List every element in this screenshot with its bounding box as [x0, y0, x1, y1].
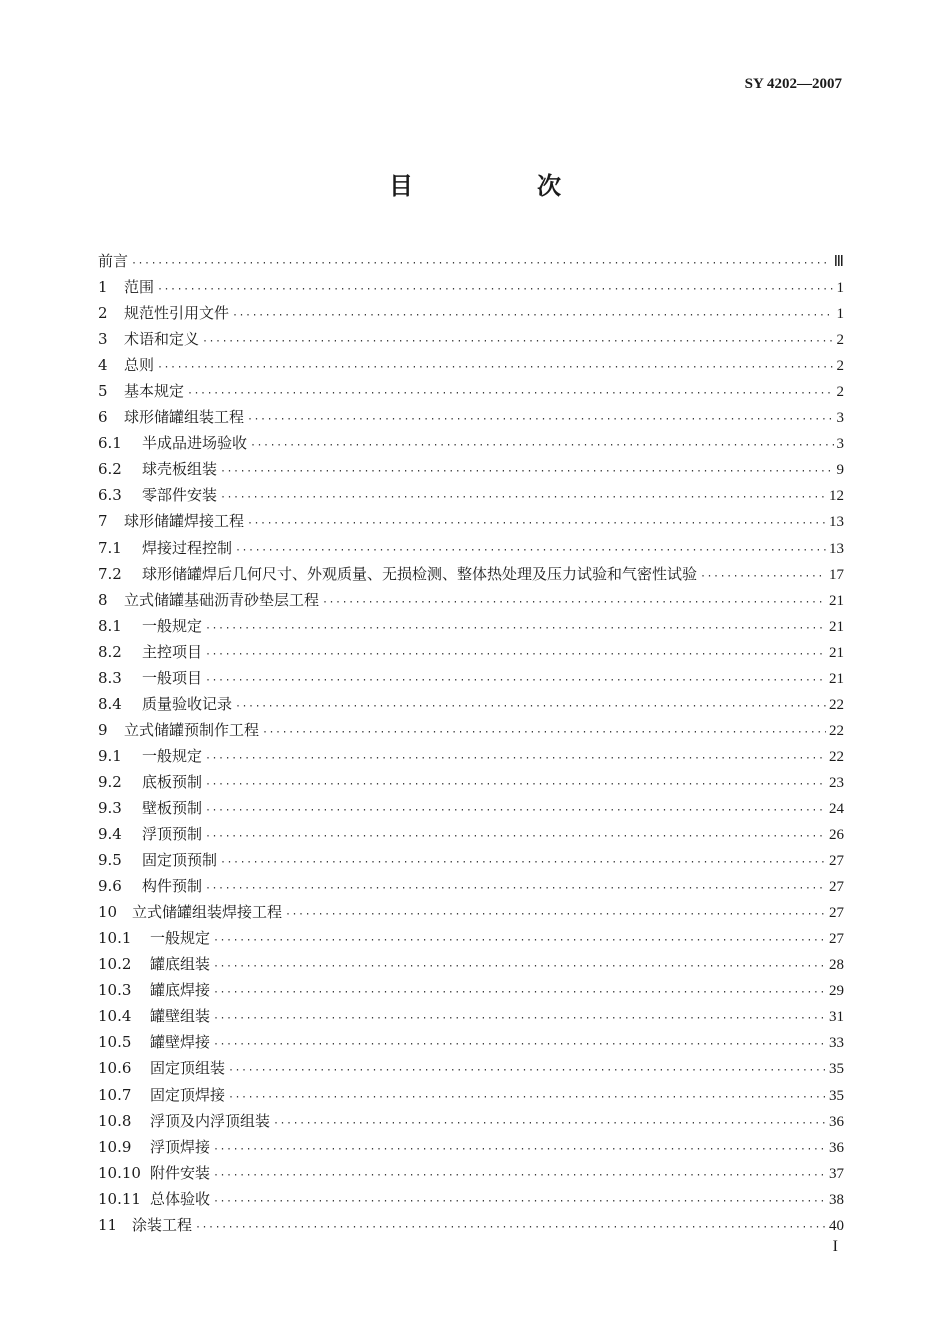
toc-entry-number: 9.2: [98, 772, 122, 791]
toc-entry[interactable]: [98, 352, 844, 378]
toc-entry-label: 涂装工程: [132, 1215, 193, 1234]
toc-entry-number: 9.3: [98, 798, 122, 817]
toc-entry[interactable]: [98, 404, 844, 430]
toc-entry[interactable]: [98, 821, 844, 847]
toc-entry[interactable]: [98, 951, 844, 977]
toc-leader-dots: [202, 329, 833, 355]
toc-entry[interactable]: [98, 1108, 844, 1134]
toc-entry-page: 35: [829, 1061, 844, 1078]
toc-entry[interactable]: [98, 1160, 844, 1186]
toc-entry[interactable]: [98, 430, 844, 456]
toc-entry-number: 8.4: [98, 694, 122, 713]
toc-leader-dots: [213, 928, 826, 954]
toc-entry-label: 范围: [124, 278, 155, 297]
toc-entry-number: 9.1: [98, 746, 122, 765]
toc-entry-label: 固定顶焊接: [150, 1085, 226, 1104]
toc-entry-label: 固定顶组装: [150, 1059, 226, 1078]
toc-entry-number: 5: [98, 382, 108, 401]
toc-leader-dots: [247, 407, 833, 433]
toc-leader-dots: [213, 1189, 826, 1215]
toc-leader-dots: [213, 1006, 826, 1032]
toc-entry-page: 3: [836, 410, 844, 427]
toc-entry[interactable]: [98, 561, 844, 587]
toc-leader-dots: [228, 1058, 826, 1084]
toc-entry-label: 固定顶预制: [142, 851, 218, 870]
toc-entry[interactable]: [98, 1186, 844, 1212]
toc-entry-page: 31: [829, 1009, 844, 1026]
toc-entry-label: 球形储罐焊后几何尺寸、外观质量、无损检测、整体热处理及压力试验和气密性试验: [142, 564, 698, 583]
toc-entry-page: 12: [829, 488, 844, 505]
toc-entry[interactable]: [98, 1212, 844, 1238]
toc-entry-page: 2: [836, 332, 844, 349]
toc-entry-page: 27: [829, 905, 844, 922]
toc-leader-dots: [700, 564, 826, 590]
toc-leader-dots: [232, 303, 833, 329]
toc-entry[interactable]: [98, 665, 844, 691]
toc-leader-dots: [220, 459, 833, 485]
toc-leader-dots: [213, 1032, 826, 1058]
toc-entry-page: 21: [829, 592, 844, 609]
toc-entry-label: 罐底组装: [150, 955, 211, 974]
toc-leader-dots: [250, 433, 833, 459]
toc-entry-page: 23: [829, 774, 844, 791]
toc-leader-dots: [205, 798, 826, 824]
toc-leader-dots: [205, 824, 826, 850]
toc-entry-number: 11: [98, 1215, 118, 1234]
toc-entry-number: 4: [98, 356, 108, 375]
toc-leader-dots: [205, 668, 826, 694]
toc-leader-dots: [220, 485, 826, 511]
toc-leader-dots: [262, 720, 826, 746]
toc-entry-page: 36: [829, 1139, 844, 1156]
toc-entry-number: 9: [98, 720, 108, 739]
toc-leader-dots: [228, 1085, 826, 1111]
toc-entry[interactable]: [98, 378, 844, 404]
toc-leader-dots: [205, 876, 826, 902]
toc-entry-page: 26: [829, 827, 844, 844]
toc-leader-dots: [205, 642, 826, 668]
toc-entry-label: 立式储罐组装焊接工程: [132, 903, 283, 922]
toc-entry[interactable]: [98, 769, 844, 795]
toc-entry-page: 3: [836, 436, 844, 453]
toc-entry[interactable]: [98, 587, 844, 613]
toc-entry-label: 浮顶预制: [142, 825, 203, 844]
toc-entry[interactable]: [98, 795, 844, 821]
toc-entry-label: 罐壁焊接: [150, 1033, 211, 1052]
toc-entry[interactable]: [98, 456, 844, 482]
toc-leader-dots: [322, 590, 826, 616]
toc-entry-number: 2: [98, 304, 108, 323]
toc-entry-label: 基本规定: [124, 382, 185, 401]
toc-entry[interactable]: [98, 925, 844, 951]
toc-entry-number: 10.11: [98, 1189, 141, 1208]
toc-entry-label: 底板预制: [142, 772, 203, 791]
toc-entry-number: 9.5: [98, 851, 122, 870]
toc-entry-label: 术语和定义: [124, 330, 200, 349]
toc-entry[interactable]: [98, 535, 844, 561]
toc-leader-dots: [205, 772, 826, 798]
toc-leader-dots: [205, 616, 826, 642]
toc-entry-page: 2: [836, 358, 844, 375]
toc-entry-page: 29: [829, 983, 844, 1000]
toc-entry-label: 立式储罐预制作工程: [124, 720, 260, 739]
toc-entry[interactable]: [98, 977, 844, 1003]
toc-entry-number: 10.9: [98, 1137, 132, 1156]
toc-entry-number: 10.8: [98, 1111, 132, 1130]
toc-entry-number: 10.4: [98, 1007, 132, 1026]
toc-entry-number: 6.1: [98, 434, 122, 453]
toc-entry[interactable]: [98, 1029, 844, 1055]
toc-entry-page: 38: [829, 1191, 844, 1208]
toc-leader-dots: [131, 251, 831, 277]
toc-entry-page: 22: [829, 722, 844, 739]
toc-entry-page: 22: [829, 748, 844, 765]
toc-leader-dots: [157, 355, 833, 381]
toc-entry-number: 10.3: [98, 981, 132, 1000]
toc-entry[interactable]: [98, 613, 844, 639]
toc-leader-dots: [213, 1163, 826, 1189]
toc-entry-label: 球形储罐焊接工程: [124, 512, 245, 531]
toc-entry-label: 构件预制: [142, 877, 203, 896]
toc-entry-page: 21: [829, 644, 844, 661]
toc-entry-label: 一般规定: [142, 616, 203, 635]
toc-entry-label: 球形储罐组装工程: [124, 408, 245, 427]
toc-entry-label: 立式储罐基础沥青砂垫层工程: [124, 590, 320, 609]
toc-leader-dots: [195, 1215, 826, 1241]
toc-entry-number: 1: [98, 278, 108, 297]
toc-entry-number: 9.6: [98, 877, 122, 896]
table-of-contents: [98, 248, 844, 1238]
toc-entry-number: 3: [98, 330, 108, 349]
toc-entry-page: 1: [836, 280, 844, 297]
toc-entry-label: 总则: [124, 356, 155, 375]
toc-entry-label: 浮顶焊接: [150, 1137, 211, 1156]
toc-entry[interactable]: [98, 300, 844, 326]
toc-leader-dots: [205, 746, 826, 772]
page-number: I: [832, 1238, 838, 1255]
toc-entry-page: 21: [829, 618, 844, 635]
toc-entry-number: 6.2: [98, 460, 122, 479]
toc-entry-page: 36: [829, 1113, 844, 1130]
toc-entry-number: 6: [98, 408, 108, 427]
toc-entry-label: 前言: [98, 252, 129, 270]
toc-entry-number: 7: [98, 512, 108, 531]
toc-leader-dots: [235, 694, 826, 720]
toc-entry-number: 9.4: [98, 825, 122, 844]
toc-entry[interactable]: [98, 482, 844, 508]
toc-leader-dots: [157, 277, 833, 303]
toc-entry-label: 质量验收记录: [142, 694, 233, 713]
toc-leader-dots: [187, 381, 833, 407]
toc-entry-page: 9: [836, 462, 844, 479]
toc-entry[interactable]: [98, 743, 844, 769]
toc-entry[interactable]: [98, 847, 844, 873]
toc-entry-label: 主控项目: [142, 642, 203, 661]
toc-entry-page: 17: [829, 566, 844, 583]
toc-entry-number: 8.3: [98, 668, 122, 687]
toc-entry-number: 8: [98, 590, 108, 609]
toc-entry-page: 27: [829, 853, 844, 870]
toc-entry-label: 罐壁组装: [150, 1007, 211, 1026]
toc-entry-number: 8.2: [98, 642, 122, 661]
toc-entry-page: 1: [836, 306, 844, 323]
toc-leader-dots: [273, 1111, 826, 1137]
toc-entry-label: 壁板预制: [142, 798, 203, 817]
toc-leader-dots: [213, 980, 826, 1006]
toc-entry[interactable]: [98, 274, 844, 300]
toc-entry[interactable]: [98, 873, 844, 899]
toc-leader-dots: [247, 511, 826, 537]
toc-entry-page: 35: [829, 1087, 844, 1104]
toc-entry[interactable]: [98, 1055, 844, 1081]
toc-entry-label: 球壳板组装: [142, 460, 218, 479]
toc-entry-label: 罐底焊接: [150, 981, 211, 1000]
toc-entry-label: 浮顶及内浮顶组装: [150, 1111, 271, 1130]
toc-entry[interactable]: [98, 1134, 844, 1160]
toc-entry[interactable]: [98, 508, 844, 534]
toc-leader-dots: [213, 954, 826, 980]
toc-entry-page: 21: [829, 670, 844, 687]
toc-entry-page: 33: [829, 1035, 844, 1052]
toc-entry-label: 一般规定: [142, 746, 203, 765]
toc-entry[interactable]: [98, 639, 844, 665]
toc-entry[interactable]: [98, 1082, 844, 1108]
toc-entry-label: 一般项目: [142, 668, 203, 687]
toc-entry-number: 10.7: [98, 1085, 132, 1104]
toc-leader-dots: [220, 850, 826, 876]
toc-entry-page: 27: [829, 931, 844, 948]
toc-entry-page: 28: [829, 957, 844, 974]
toc-entry-number: 10.6: [98, 1059, 132, 1078]
toc-entry-label: 附件安装: [150, 1163, 211, 1182]
toc-entry-label: 总体验收: [150, 1189, 211, 1208]
toc-entry-label: 半成品进场验收: [142, 434, 248, 453]
toc-entry-page: 27: [829, 879, 844, 896]
toc-entry-number: 10.1: [98, 929, 132, 948]
toc-entry-number: 7.1: [98, 538, 122, 557]
toc-entry-label: 焊接过程控制: [142, 538, 233, 557]
toc-entry-number: 10.10: [98, 1163, 141, 1182]
toc-entry-label: 规范性引用文件: [124, 304, 230, 323]
toc-entry-page: 13: [829, 514, 844, 531]
toc-entry-page: 22: [829, 696, 844, 713]
toc-entry-page: 37: [829, 1165, 844, 1182]
toc-entry[interactable]: [98, 248, 844, 274]
toc-entry-label: 一般规定: [150, 929, 211, 948]
toc-entry-label: 零部件安装: [142, 486, 218, 505]
toc-entry-number: 10: [98, 903, 118, 922]
toc-entry-page: 2: [836, 384, 844, 401]
toc-entry[interactable]: [98, 691, 844, 717]
toc-entry-number: 7.2: [98, 564, 122, 583]
toc-entry[interactable]: [98, 717, 844, 743]
toc-entry-page: 13: [829, 540, 844, 557]
toc-leader-dots: [285, 902, 826, 928]
toc-entry-number: 8.1: [98, 616, 122, 635]
toc-entry-page: Ⅲ: [833, 254, 844, 270]
toc-entry-page: 24: [829, 800, 844, 817]
toc-entry[interactable]: [98, 899, 844, 925]
toc-entry-number: 10.2: [98, 955, 132, 974]
toc-entry[interactable]: [98, 1003, 844, 1029]
toc-leader-dots: [213, 1137, 826, 1163]
toc-entry-number: 6.3: [98, 486, 122, 505]
page-title: 目 次: [389, 171, 611, 200]
document-code: SY 4202—2007: [744, 76, 842, 92]
toc-entry[interactable]: [98, 326, 844, 352]
toc-entry-page: 40: [829, 1217, 844, 1234]
toc-entry-number: 10.5: [98, 1033, 132, 1052]
